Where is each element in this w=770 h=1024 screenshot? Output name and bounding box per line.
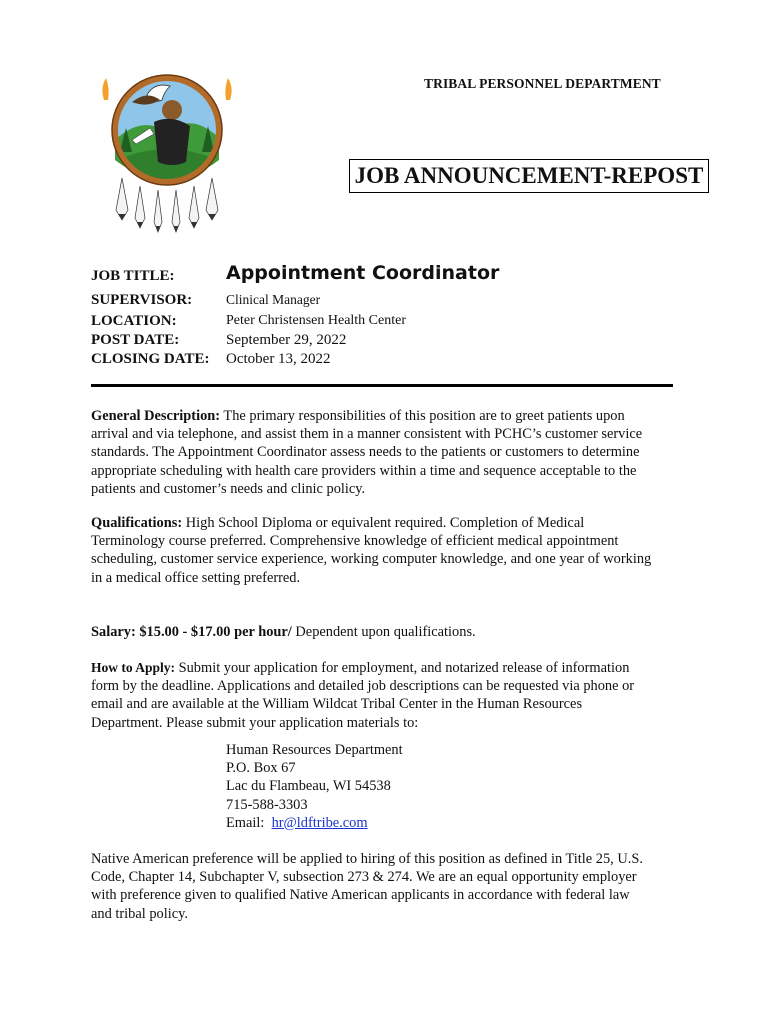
salary-label: Salary: $15.00 - $17.00 per hour/ bbox=[91, 624, 292, 640]
announcement-box bbox=[349, 159, 709, 193]
divider-rule bbox=[91, 384, 673, 387]
email-label: Email: bbox=[226, 814, 272, 831]
location-value: Peter Christensen Health Center bbox=[226, 313, 407, 328]
salary-note: Dependent upon qualifications. bbox=[291, 624, 476, 640]
figure-head bbox=[162, 100, 182, 120]
how-to-apply-label: How to Apply: bbox=[91, 660, 176, 675]
salary bbox=[91, 623, 681, 641]
how-to-apply: How to Apply: Submit your application for employment, and notarized release of information form by the deadline. Applications and detailed job descriptions can be requested via phone or email and are available at the William Wildcat Tribal Center in the Human Resources Department. Please submit your application materials to: bbox=[91, 660, 635, 731]
closing-date-value: October 13, 2022 bbox=[226, 351, 331, 367]
location-label: LOCATION: bbox=[91, 313, 177, 329]
job-title-label: JOB TITLE: bbox=[91, 268, 175, 284]
qualifications-label: Qualifications: bbox=[91, 515, 183, 531]
tribal-seal-logo bbox=[92, 70, 242, 235]
phone-number: 715-588-3303 bbox=[226, 796, 308, 813]
qualifications: Qualifications: High School Diploma or equivalent required. Completion of Medical Terminology course preferred. Comprehensive knowledge of efficient medical appointment scheduling, customer service experience, working computer knowledge, and one year of working in a medical office setting preferred. bbox=[91, 515, 652, 586]
general-description: General Description: The primary responsibilities of this position are to greet patients upon arrival and via telephone, and assist them in a manner consistent with PCHC’s customer service standards. The Appointment Coordinator assess needs to the patients or customers to determine appropriate scheduling with health care providers within a time and sequence acceptable to the patients and customer’s needs and clinic policy. bbox=[91, 408, 643, 497]
department-heading: TRIBAL PERSONNEL DEPARTMENT bbox=[424, 76, 661, 91]
job-title-value: Appointment Coordinator bbox=[226, 262, 500, 284]
seal-graphic bbox=[92, 70, 242, 235]
announcement-title: JOB ANNOUNCEMENT-REPOST bbox=[354, 163, 704, 188]
post-date-value: September 29, 2022 bbox=[226, 332, 347, 348]
torch-right-icon bbox=[225, 78, 231, 100]
closing-date-label: CLOSING DATE: bbox=[91, 351, 210, 367]
supervisor-value: Clinical Manager bbox=[226, 292, 321, 307]
post-date-label: POST DATE: bbox=[91, 332, 180, 348]
mailing-address bbox=[226, 741, 403, 832]
email-link[interactable]: hr@ldftribe.com bbox=[271, 814, 368, 831]
address-line: Lac du Flambeau, WI 54538 bbox=[226, 778, 391, 795]
feathers-icon bbox=[116, 178, 218, 232]
figure-body bbox=[154, 119, 190, 165]
supervisor-label: SUPERVISOR: bbox=[91, 292, 193, 308]
address-line: P.O. Box 67 bbox=[226, 760, 296, 777]
preference-statement: Native American preference will be applied to hiring of this position as defined in Title 25, U.S. Code, Chapter 14, Subchapter V, subsection 273 & 274. We are an equal opportunity employer with preference given to qualified Native American applicants in accordance with federal law and tribal policy. bbox=[91, 851, 643, 922]
address-line: Human Resources Department bbox=[226, 742, 403, 758]
general-description-label: General Description: bbox=[91, 408, 221, 424]
torch-left-icon bbox=[102, 78, 108, 100]
